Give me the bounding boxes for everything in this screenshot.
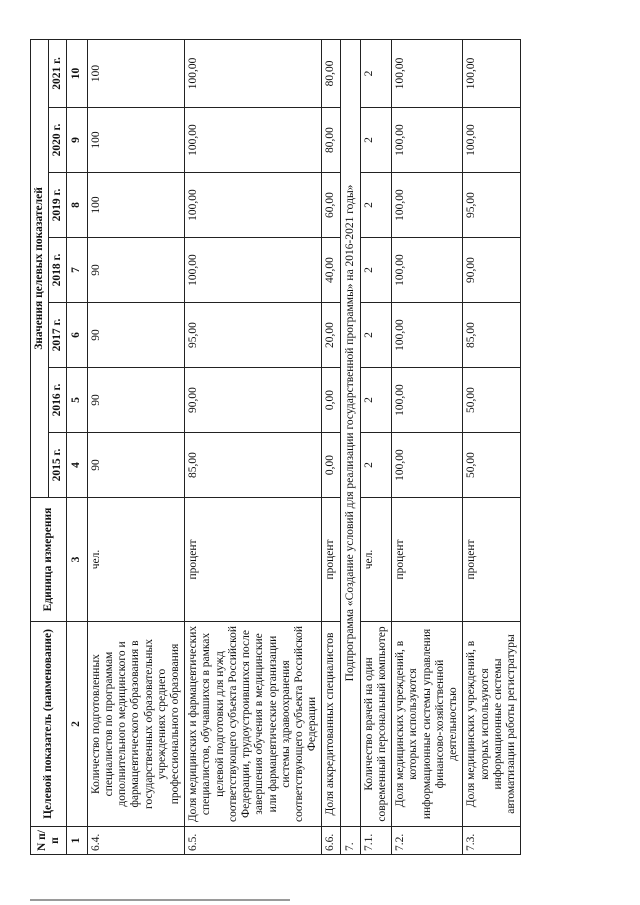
- column-numbers-row: [67, 39, 87, 854]
- value-cell: 85,00: [463, 303, 521, 368]
- value-cell: 90,00: [185, 368, 322, 433]
- column-number: 4: [67, 433, 87, 498]
- header-year: 2017 г.: [49, 303, 67, 368]
- unit-cell: чел.: [360, 498, 391, 622]
- value-cell: 2: [360, 303, 391, 368]
- subprogram-row: [340, 39, 360, 854]
- table-row: [185, 39, 322, 854]
- header-year: 2021 г.: [49, 39, 67, 107]
- table-row: [392, 39, 463, 854]
- value-cell: 100,00: [392, 108, 463, 173]
- indicator-name: Доля аккредитованных специалистов: [322, 622, 340, 827]
- row-number: 7.3.: [463, 827, 521, 855]
- indicator-name: Количество подготовленных специалистов по программам дополнительного медицинского и фармацевтического образования в государственных образовательных учреждениях среднего профессионального образования: [87, 622, 185, 827]
- scan-artifact-line: [30, 899, 290, 901]
- value-cell: 100: [87, 39, 185, 107]
- value-cell: 100,00: [185, 39, 322, 107]
- column-number: 3: [67, 498, 87, 622]
- unit-cell: процент: [185, 498, 322, 622]
- row-number: 7.1.: [360, 827, 391, 855]
- value-cell: 100: [87, 173, 185, 238]
- value-cell: 50,00: [463, 433, 521, 498]
- value-cell: 20,00: [322, 303, 340, 368]
- column-number: 9: [67, 108, 87, 173]
- value-cell: 90: [87, 368, 185, 433]
- value-cell: 100,00: [185, 238, 322, 303]
- value-cell: 100: [87, 108, 185, 173]
- column-number: 2: [67, 622, 87, 827]
- header-values: Значения целевых показателей: [31, 39, 49, 497]
- value-cell: 100,00: [463, 39, 521, 107]
- value-cell: 2: [360, 238, 391, 303]
- value-cell: 100,00: [392, 433, 463, 498]
- row-number: 6.4.: [87, 827, 185, 855]
- value-cell: 80,00: [322, 108, 340, 173]
- value-cell: 90: [87, 303, 185, 368]
- row-number: 6.6.: [322, 827, 340, 855]
- value-cell: 95,00: [463, 173, 521, 238]
- unit-cell: чел.: [87, 498, 185, 622]
- header-year: 2016 г.: [49, 368, 67, 433]
- indicator-name: Доля медицинских и фармацевтических специалистов, обучавшихся в рамках целевой подготовки для нужд соответствующего субъекта Российской Федерации, трудоустроившихся после завершения обучения в медицинские или фармацевтические организации системы здравоохранения соответствующего субъекта Российской Федерации: [185, 622, 322, 827]
- column-number: 8: [67, 173, 87, 238]
- value-cell: 2: [360, 173, 391, 238]
- indicator-name: Доля медицинских учреждений, в которых используются информационные системы управления финансово-хозяйственной деятельностью: [392, 622, 463, 827]
- header-year: 2019 г.: [49, 173, 67, 238]
- value-cell: 0,00: [322, 433, 340, 498]
- header-year: 2015 г.: [49, 433, 67, 498]
- value-cell: 85,00: [185, 433, 322, 498]
- value-cell: 100,00: [392, 368, 463, 433]
- header-unit: Единица измерения: [31, 498, 67, 622]
- column-number: 5: [67, 368, 87, 433]
- column-number: 1: [67, 827, 87, 855]
- indicator-name: Количество врачей на один современный персональный компьютер: [360, 622, 391, 827]
- value-cell: 95,00: [185, 303, 322, 368]
- value-cell: 2: [360, 108, 391, 173]
- value-cell: 90: [87, 433, 185, 498]
- header-name: Целевой показатель (наименование): [31, 622, 67, 827]
- target-indicators-table: [30, 39, 521, 855]
- value-cell: 0,00: [322, 368, 340, 433]
- table-row: [463, 39, 521, 854]
- value-cell: 80,00: [322, 39, 340, 107]
- value-cell: 2: [360, 433, 391, 498]
- value-cell: 100,00: [463, 108, 521, 173]
- value-cell: 100,00: [392, 238, 463, 303]
- value-cell: 100,00: [392, 173, 463, 238]
- header-year: 2018 г.: [49, 238, 67, 303]
- value-cell: 90,00: [463, 238, 521, 303]
- table-row: [87, 39, 185, 854]
- value-cell: 100,00: [392, 39, 463, 107]
- value-cell: 100,00: [185, 108, 322, 173]
- header-year: 2020 г.: [49, 108, 67, 173]
- column-number: 6: [67, 303, 87, 368]
- value-cell: 40,00: [322, 238, 340, 303]
- value-cell: 100,00: [392, 303, 463, 368]
- table-row: [322, 39, 340, 854]
- table-row: [360, 39, 391, 854]
- value-cell: 50,00: [463, 368, 521, 433]
- row-number: 7.2.: [392, 827, 463, 855]
- value-cell: 100,00: [185, 173, 322, 238]
- value-cell: 90: [87, 238, 185, 303]
- indicator-name: Доля медицинских учреждений, в которых используются информационные системы автоматизации работы регистратуры: [463, 622, 521, 827]
- row-number: 6.5.: [185, 827, 322, 855]
- unit-cell: процент: [463, 498, 521, 622]
- column-number: 10: [67, 39, 87, 107]
- value-cell: 2: [360, 39, 391, 107]
- subprogram-number: 7.: [340, 827, 360, 855]
- unit-cell: процент: [392, 498, 463, 622]
- value-cell: 60,00: [322, 173, 340, 238]
- value-cell: 2: [360, 368, 391, 433]
- unit-cell: процент: [322, 498, 340, 622]
- subprogram-title: Подпрограмма «Создание условий для реализации государственной программы» на 2016-2021 годы»: [340, 39, 360, 826]
- header-n: N п/п: [31, 827, 67, 855]
- column-number: 7: [67, 238, 87, 303]
